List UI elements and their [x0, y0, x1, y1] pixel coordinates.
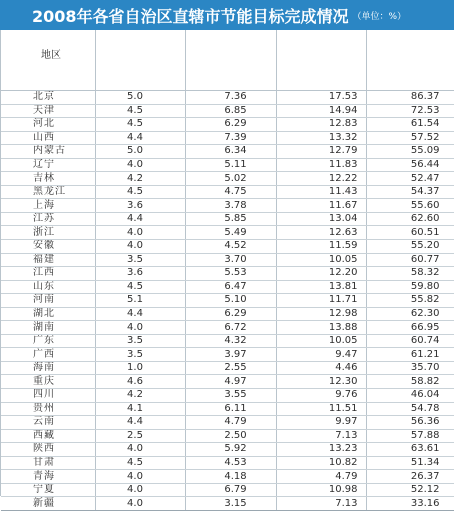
- region-cell: 湖北: [1, 307, 95, 321]
- table-row: [1, 253, 454, 267]
- value-cell-2: 5.11: [185, 158, 276, 172]
- value-cell-3: 12.30: [276, 375, 366, 389]
- table-row: [1, 456, 454, 470]
- region-cell: 重庆: [1, 375, 95, 389]
- value-cell-1: 4.5: [95, 185, 185, 199]
- table-row: [1, 267, 454, 281]
- value-cell-3: 11.59: [276, 240, 366, 254]
- value-cell-1: 4.0: [95, 443, 185, 457]
- value-cell-2: 4.32: [185, 334, 276, 348]
- value-cell-3: 11.83: [276, 158, 366, 172]
- value-cell-1: 4.6: [95, 375, 185, 389]
- region-cell: 湖南: [1, 321, 95, 335]
- value-cell-3: 13.23: [276, 443, 366, 457]
- value-cell-2: 3.70: [185, 253, 276, 267]
- table-row: [1, 104, 454, 118]
- value-cell-3: 10.82: [276, 456, 366, 470]
- value-cell-1: 4.5: [95, 104, 185, 118]
- value-cell-4: 33.16: [366, 497, 454, 511]
- table-header: [1, 30, 454, 91]
- value-cell-1: 4.4: [95, 416, 185, 430]
- value-cell-3: 4.79: [276, 470, 366, 484]
- table-row: [1, 443, 454, 457]
- value-cell-4: 35.70: [366, 361, 454, 375]
- value-cell-2: 4.75: [185, 185, 276, 199]
- region-cell: 四川: [1, 389, 95, 403]
- value-cell-1: 4.4: [95, 307, 185, 321]
- value-cell-2: 5.53: [185, 267, 276, 281]
- region-cell: 广东: [1, 334, 95, 348]
- region-cell: 江苏: [1, 212, 95, 226]
- region-cell: 安徽: [1, 240, 95, 254]
- region-cell: 广西: [1, 348, 95, 362]
- table-row: [1, 470, 454, 484]
- value-cell-2: 6.34: [185, 145, 276, 159]
- region-cell: 北京: [1, 91, 95, 105]
- value-cell-2: 3.15: [185, 497, 276, 511]
- value-cell-1: 3.5: [95, 334, 185, 348]
- region-cell: 上海: [1, 199, 95, 213]
- value-cell-4: 60.74: [366, 334, 454, 348]
- value-cell-1: 3.6: [95, 267, 185, 281]
- table-row: [1, 402, 454, 416]
- value-cell-1: 4.4: [95, 212, 185, 226]
- value-cell-3: 10.05: [276, 334, 366, 348]
- value-cell-4: 60.77: [366, 253, 454, 267]
- table-row: [1, 185, 454, 199]
- value-cell-3: 10.98: [276, 483, 366, 497]
- value-cell-4: 54.37: [366, 185, 454, 199]
- table-row: [1, 294, 454, 308]
- value-cell-4: 63.61: [366, 443, 454, 457]
- value-cell-4: 66.95: [366, 321, 454, 335]
- value-cell-1: 5.1: [95, 294, 185, 308]
- value-cell-4: 58.82: [366, 375, 454, 389]
- value-cell-1: 4.2: [95, 389, 185, 403]
- region-cell: 天津: [1, 104, 95, 118]
- unit-note: （单位：%）: [352, 11, 407, 22]
- value-cell-4: 62.30: [366, 307, 454, 321]
- value-cell-3: 9.47: [276, 348, 366, 362]
- value-cell-1: 4.5: [95, 118, 185, 132]
- table-row: [1, 389, 454, 403]
- table-row: [1, 429, 454, 443]
- region-cell: 浙江: [1, 226, 95, 240]
- value-cell-4: 56.44: [366, 158, 454, 172]
- value-cell-2: 5.10: [185, 294, 276, 308]
- header-row: [1, 30, 454, 91]
- value-cell-1: 4.0: [95, 497, 185, 511]
- column-header-4: [276, 30, 366, 91]
- region-cell: 河北: [1, 118, 95, 132]
- region-cell: 西藏: [1, 429, 95, 443]
- value-cell-3: 7.13: [276, 429, 366, 443]
- value-cell-3: 12.79: [276, 145, 366, 159]
- value-cell-4: 55.09: [366, 145, 454, 159]
- value-cell-2: 6.29: [185, 307, 276, 321]
- value-cell-1: 4.0: [95, 240, 185, 254]
- value-cell-2: 4.18: [185, 470, 276, 484]
- region-cell: 陕西: [1, 443, 95, 457]
- value-cell-3: 9.97: [276, 416, 366, 430]
- value-cell-3: 11.71: [276, 294, 366, 308]
- value-cell-1: 4.5: [95, 456, 185, 470]
- value-cell-1: 4.0: [95, 470, 185, 484]
- value-cell-2: 3.78: [185, 199, 276, 213]
- table-row: [1, 321, 454, 335]
- region-cell: 黑龙江: [1, 185, 95, 199]
- value-cell-4: 52.12: [366, 483, 454, 497]
- table-row: [1, 212, 454, 226]
- value-cell-4: 56.36: [366, 416, 454, 430]
- value-cell-3: 12.22: [276, 172, 366, 186]
- table-row: [1, 158, 454, 172]
- value-cell-3: 12.63: [276, 226, 366, 240]
- value-cell-2: 6.11: [185, 402, 276, 416]
- value-cell-4: 26.37: [366, 470, 454, 484]
- value-cell-4: 55.82: [366, 294, 454, 308]
- region-cell: 云南: [1, 416, 95, 430]
- region-cell: 江西: [1, 267, 95, 281]
- table-row: [1, 280, 454, 294]
- value-cell-3: 13.32: [276, 131, 366, 145]
- value-cell-2: 3.55: [185, 389, 276, 403]
- value-cell-1: 4.0: [95, 321, 185, 335]
- data-table: [1, 30, 454, 511]
- value-cell-3: 13.04: [276, 212, 366, 226]
- value-cell-2: 2.50: [185, 429, 276, 443]
- value-cell-4: 61.54: [366, 118, 454, 132]
- value-cell-2: 7.39: [185, 131, 276, 145]
- table-container: [0, 30, 454, 509]
- table-row: [1, 416, 454, 430]
- value-cell-4: 55.60: [366, 199, 454, 213]
- value-cell-2: 4.79: [185, 416, 276, 430]
- value-cell-3: 11.51: [276, 402, 366, 416]
- value-cell-4: 57.88: [366, 429, 454, 443]
- value-cell-4: 58.32: [366, 267, 454, 281]
- value-cell-2: 5.85: [185, 212, 276, 226]
- value-cell-3: 7.13: [276, 497, 366, 511]
- value-cell-1: 4.1: [95, 402, 185, 416]
- value-cell-4: 60.51: [366, 226, 454, 240]
- column-header-2: [95, 30, 185, 91]
- value-cell-4: 86.37: [366, 91, 454, 105]
- value-cell-3: 10.05: [276, 253, 366, 267]
- value-cell-1: 4.0: [95, 226, 185, 240]
- page-title: 2008年各省自治区直辖市节能目标完成情况: [32, 6, 349, 26]
- value-cell-4: 57.52: [366, 131, 454, 145]
- value-cell-1: 5.0: [95, 145, 185, 159]
- value-cell-1: 3.5: [95, 348, 185, 362]
- value-cell-2: 4.53: [185, 456, 276, 470]
- value-cell-1: 4.5: [95, 280, 185, 294]
- table-row: [1, 497, 454, 511]
- value-cell-1: 4.0: [95, 158, 185, 172]
- column-header-region: 地区: [1, 30, 95, 91]
- value-cell-3: 17.53: [276, 91, 366, 105]
- table-row: [1, 145, 454, 159]
- region-cell: 贵州: [1, 402, 95, 416]
- value-cell-4: 54.78: [366, 402, 454, 416]
- value-cell-1: 4.4: [95, 131, 185, 145]
- table-row: [1, 348, 454, 362]
- value-cell-3: 12.83: [276, 118, 366, 132]
- region-cell: 新疆: [1, 497, 95, 511]
- value-cell-3: 11.43: [276, 185, 366, 199]
- value-cell-1: 3.6: [95, 199, 185, 213]
- value-cell-4: 72.53: [366, 104, 454, 118]
- value-cell-4: 51.34: [366, 456, 454, 470]
- value-cell-1: 4.2: [95, 172, 185, 186]
- table-row: [1, 483, 454, 497]
- table-row: [1, 172, 454, 186]
- value-cell-3: 12.98: [276, 307, 366, 321]
- value-cell-2: 4.52: [185, 240, 276, 254]
- value-cell-1: 3.5: [95, 253, 185, 267]
- value-cell-4: 61.21: [366, 348, 454, 362]
- value-cell-2: 6.79: [185, 483, 276, 497]
- value-cell-2: 5.49: [185, 226, 276, 240]
- value-cell-1: 5.0: [95, 91, 185, 105]
- region-cell: 福建: [1, 253, 95, 267]
- value-cell-1: 1.0: [95, 361, 185, 375]
- value-cell-4: 59.80: [366, 280, 454, 294]
- value-cell-3: 14.94: [276, 104, 366, 118]
- value-cell-4: 55.20: [366, 240, 454, 254]
- region-cell: 辽宁: [1, 158, 95, 172]
- value-cell-2: 5.02: [185, 172, 276, 186]
- region-cell: 内蒙古: [1, 145, 95, 159]
- region-cell: 吉林: [1, 172, 95, 186]
- value-cell-3: 11.67: [276, 199, 366, 213]
- value-cell-4: 52.47: [366, 172, 454, 186]
- value-cell-4: 62.60: [366, 212, 454, 226]
- region-cell: 山西: [1, 131, 95, 145]
- table-row: [1, 334, 454, 348]
- region-cell: 甘肃: [1, 456, 95, 470]
- value-cell-3: 13.81: [276, 280, 366, 294]
- region-cell: 青海: [1, 470, 95, 484]
- value-cell-3: 4.46: [276, 361, 366, 375]
- column-header-3: [185, 30, 276, 91]
- value-cell-2: 2.55: [185, 361, 276, 375]
- value-cell-2: 6.29: [185, 118, 276, 132]
- table-row: [1, 361, 454, 375]
- value-cell-1: 4.0: [95, 483, 185, 497]
- region-cell: 山东: [1, 280, 95, 294]
- value-cell-2: 6.85: [185, 104, 276, 118]
- value-cell-2: 6.72: [185, 321, 276, 335]
- table-row: [1, 199, 454, 213]
- value-cell-3: 13.88: [276, 321, 366, 335]
- value-cell-3: 9.76: [276, 389, 366, 403]
- table-row: [1, 240, 454, 254]
- value-cell-2: 5.92: [185, 443, 276, 457]
- value-cell-4: 46.04: [366, 389, 454, 403]
- table-row: [1, 226, 454, 240]
- column-header-5: [366, 30, 454, 91]
- value-cell-2: 6.47: [185, 280, 276, 294]
- region-cell: 宁夏: [1, 483, 95, 497]
- value-cell-2: 7.36: [185, 91, 276, 105]
- table-row: [1, 91, 454, 105]
- value-cell-2: 3.97: [185, 348, 276, 362]
- table-row: [1, 375, 454, 389]
- table-body: [1, 91, 454, 511]
- table-row: [1, 307, 454, 321]
- title-bar: [0, 0, 454, 30]
- table-row: [1, 118, 454, 132]
- value-cell-3: 12.20: [276, 267, 366, 281]
- region-cell: 河南: [1, 294, 95, 308]
- region-cell: 海南: [1, 361, 95, 375]
- table-row: [1, 131, 454, 145]
- value-cell-1: 2.5: [95, 429, 185, 443]
- value-cell-2: 4.97: [185, 375, 276, 389]
